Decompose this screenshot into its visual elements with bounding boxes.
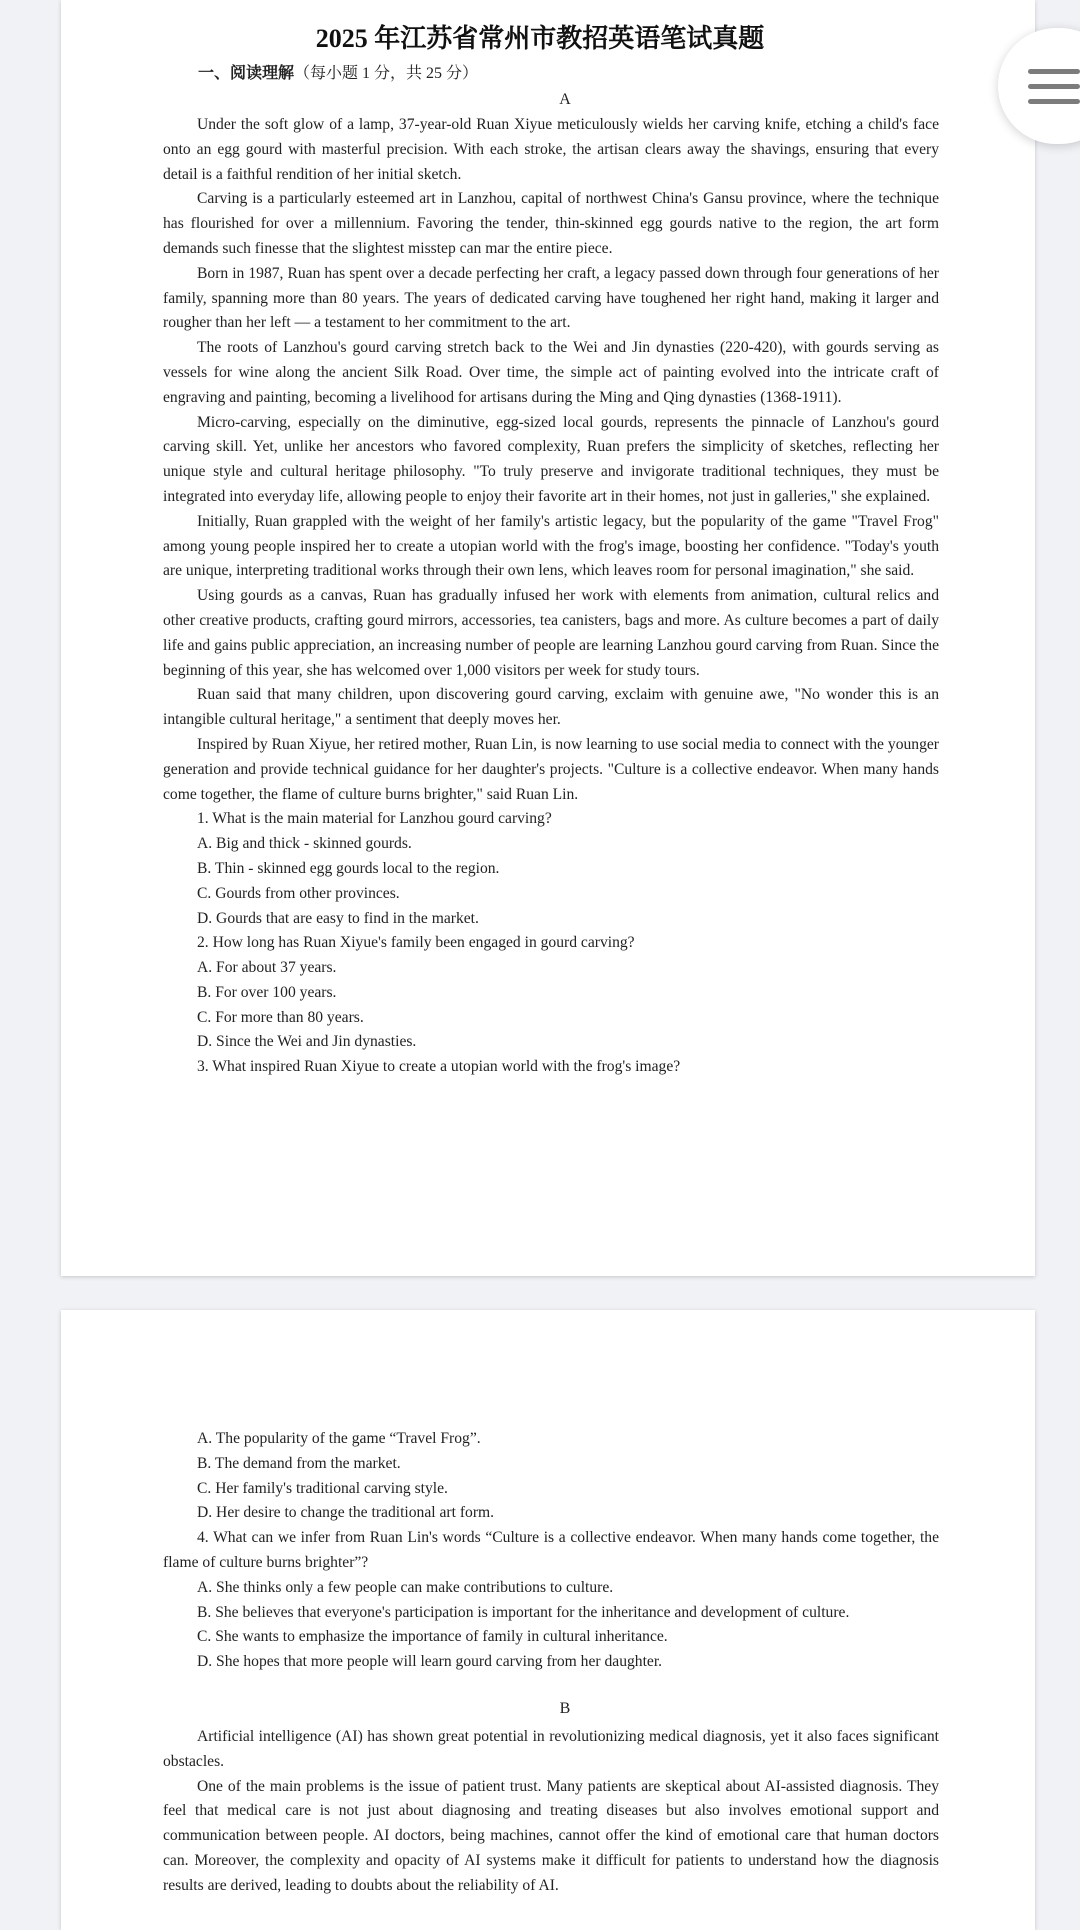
question-2-option-c: C. For more than 80 years.	[197, 1008, 364, 1026]
passage-b-body	[163, 1725, 939, 1899]
section-heading-note: （每小题 1 分，共 25 分）	[294, 65, 479, 82]
question-2-option-a: A. For about 37 years.	[197, 959, 337, 977]
passage-a-paragraph: Under the soft glow of a lamp, 37-year-old Ruan Xiyue meticulously wields her carving knife, etching a child's face onto an egg gourd with masterful precision. With each stroke, the artisan clears away the shavings, ensuring that every detail is a faithful rendition of her initial sketch.	[163, 116, 939, 183]
passage-a-body	[163, 113, 939, 1080]
question-1-option-d: D. Gourds that are easy to find in the market.	[197, 909, 479, 927]
question-4-stem: 4. What can we infer from Ruan Lin's words “Culture is a collective endeavor. When many hands come together, the flame of culture burns brighter”?	[163, 1529, 939, 1571]
question-3-option-a: A. The popularity of the game “Travel Frog”.	[197, 1430, 481, 1447]
passage-b-paragraph: Artificial intelligence (AI) has shown great potential in revolutionizing medical diagnosis, yet it also faces significant obstacles.	[163, 1728, 939, 1770]
question-1-option-c: C. Gourds from other provinces.	[197, 884, 400, 902]
question-4-option-b: B. She believes that everyone's participation is important for the inheritance and development of culture.	[197, 1603, 850, 1621]
question-4-option-c: C. She wants to emphasize the importance of family in cultural inheritance.	[197, 1628, 668, 1646]
passage-a-paragraph: Carving is a particularly esteemed art in Lanzhou, capital of northwest China's Gansu province, where the technique has flourished for over a millennium. Favoring the tender, thin-skinned egg gourds native to the region, the art form demands such finesse that the slightest misstep can mar the entire piece.	[163, 190, 939, 257]
section-heading	[198, 60, 478, 83]
passage-a-label: A	[559, 91, 571, 108]
question-3-option-b: B. The demand from the market.	[197, 1454, 401, 1472]
passage-a-paragraph: Initially, Ruan grappled with the weight of her family's artistic legacy, but the popularity of the game "Travel Frog" among young people inspired her to create a utopian world with the frog's image, boosting her confidence. "Today's youth are unique, interpreting traditional works through their own lens, which leaves room for personal imagination," she said.	[163, 512, 939, 580]
question-2-stem: 2. How long has Ruan Xiyue's family been engaged in gourd carving?	[197, 934, 635, 952]
passage-a-questions-continued	[163, 1427, 939, 1675]
question-3-option-c: C. Her family's traditional carving style.	[197, 1479, 448, 1497]
passage-a-paragraph: Micro-carving, especially on the diminutive, egg-sized local gourds, represents the pinnacle of Lanzhou's gourd carving skill. Yet, unlike her ancestors who favored complexity, Ruan prefers the simplicity of sketches, reflecting her unique style and cultural heritage philosophy. "To truly preserve and invigorate traditional techniques, they must be integrated into everyday life, allowing people to enjoy their favorite art in their homes, not just in galleries," she explained.	[163, 413, 939, 505]
question-4-option-a: A. She thinks only a few people can make contributions to culture.	[197, 1578, 614, 1596]
passage-a-paragraph: Ruan said that many children, upon discovering gourd carving, exclaim with genuine awe, "No wonder this is an intangible cultural heritage," a sentiment that deeply moves her.	[163, 686, 939, 729]
section-heading-title: 一、阅读理解	[198, 65, 295, 82]
question-1-option-b: B. Thin - skinned egg gourds local to the region.	[197, 859, 500, 877]
passage-a-paragraph: The roots of Lanzhou's gourd carving stretch back to the Wei and Jin dynasties (220-420), with gourds serving as vessels for wine along the ancient Silk Road. Over time, the simple act of painting evolved into the intricate craft of engraving and painting, becoming a livelihood for artisans during the Ming and Qing dynasties (1368-1911).	[163, 339, 939, 406]
question-2-option-d: D. Since the Wei and Jin dynasties.	[197, 1033, 417, 1051]
question-3-stem: 3. What inspired Ruan Xiyue to create a utopian world with the frog's image?	[197, 1058, 681, 1076]
question-2-option-b: B. For over 100 years.	[197, 983, 337, 1001]
passage-a-paragraph: Inspired by Ruan Xiyue, her retired mother, Ruan Lin, is now learning to use social media to connect with the younger generation and provide technical guidance for her daughter's projects. "Culture is a collective endeavor. When many hands come together, the flame of culture burns brighter," said Ruan Lin.	[163, 735, 939, 803]
passage-a-paragraph: Using gourds as a canvas, Ruan has gradually infused her work with elements from animation, cultural relics and other creative products, crafting gourd mirrors, accessories, tea canisters, bags and more. As culture becomes a part of daily life and gains public appreciation, an increasing number of people are learning Lanzhou gourd carving from Ruan. Since the beginning of this year, she has welcomed over 1,000 visitors per week for study tours.	[163, 587, 939, 679]
passage-a-paragraph: Born in 1987, Ruan has spent over a decade perfecting her craft, a legacy passed down through four generations of her family, spanning more than 80 years. The years of dedicated carving have toughened her right hand, making it larger and rougher than her left — a testament to her commitment to the art.	[163, 264, 939, 332]
passage-b-paragraph: One of the main problems is the issue of patient trust. Many patients are skeptical about AI-assisted diagnosis. They feel that medical care is not just about diagnosing and treating diseases but also involves emotional support and communication between people. AI doctors, being machines, cannot offer the kind of emotional care that human doctors can. Moreover, the complexity and opacity of AI systems make it difficult for patients to understand how the diagnosis results are derived, leading to doubts about the reliability of AI.	[163, 1777, 939, 1894]
passage-b-label: B	[559, 1700, 571, 1717]
question-3-option-d: D. Her desire to change the traditional art form.	[197, 1504, 495, 1522]
question-1-option-a: A. Big and thick - skinned gourds.	[197, 835, 412, 853]
question-1-stem: 1. What is the main material for Lanzhou gourd carving?	[197, 810, 552, 828]
document-title: 2025 年江苏省常州市教招英语笔试真题	[315, 24, 765, 53]
question-4-option-d: D. She hopes that more people will learn gourd carving from her daughter.	[197, 1653, 663, 1671]
